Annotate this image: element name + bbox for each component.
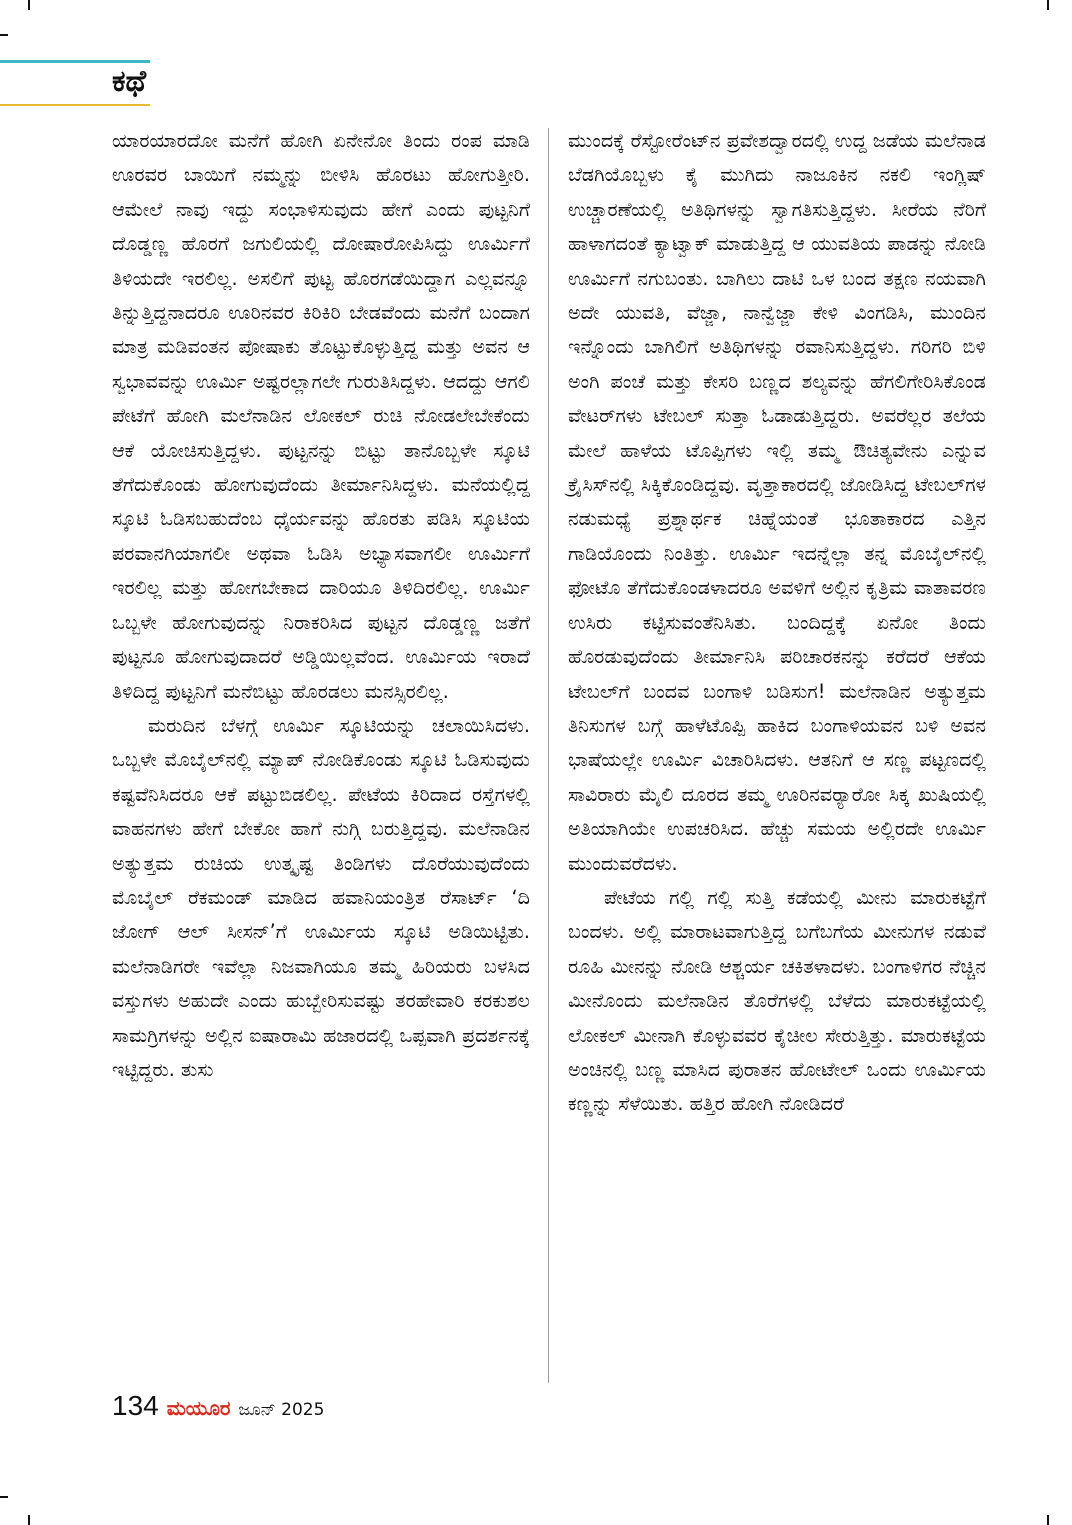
crop-mark-top-left — [28, 0, 30, 10]
section-title: ಕಥೆ — [112, 64, 147, 99]
column-divider — [548, 128, 549, 1383]
crop-mark-top-right — [1047, 0, 1049, 10]
paragraph: ಪೇಟೆಯ ಗಲ್ಲಿ ಗಲ್ಲಿ ಸುತ್ತಿ ಕಡೆಯಲ್ಲಿ ಮೀನು ಮಾರುಕಟ್ಟೆಗೆ ಬಂದಳು. ಅಲ್ಲಿ ಮಾರಾಟವಾಗುತ್ತಿದ್ದ ಬಗೆಬಗೆಯ ಮೀನುಗಳ ನಡುವೆ ರೂಹಿ ಮೀನನ್ನು ನೋಡಿ ಆಶ್ಚರ್ಯ ಚಕಿತಳಾದಳು. ಬಂಗಾಳಿಗರ ನೆಚ್ಚಿನ ಮೀನೊಂದು ಮಲೆನಾಡಿನ ತೊರೆಗಳಲ್ಲಿ ಬೆಳೆದು ಮಾರುಕಟ್ಟೆಯಲ್ಲಿ ಲೋಕಲ್ ಮೀನಾಗಿ ಕೊಳ್ಳುವವರ ಕೈಚೀಲ ಸೇರುತ್ತಿತ್ತು. ಮಾರುಕಟ್ಟೆಯ ಅಂಚಿನಲ್ಲಿ ಬಣ್ಣ ಮಾಸಿದ ಪುರಾತನ ಹೋಟೇಲ್ ಒಂದು ಊರ್ಮಿಯ ಕಣ್ಣನ್ನು ಸೆಳೆಯಿತು. ಹತ್ತಿರ ಹೋಗಿ ನೋಡಿದರೆ — [568, 885, 986, 1116]
article-column-left — [112, 124, 530, 1087]
page-footer — [112, 1390, 324, 1422]
crop-mark-bottom-right — [1047, 1515, 1049, 1525]
page-number: 134 — [112, 1390, 159, 1421]
magazine-logo: ಮಯೂರ — [166, 1396, 231, 1420]
crop-mark-bottom-left-h — [0, 1496, 8, 1498]
section-rule-top — [0, 60, 150, 63]
crop-mark-bottom-left — [28, 1515, 30, 1525]
paragraph: ಮುಂದಕ್ಕೆ ರೆಸ್ಟೋರೆಂಟ್‌ನ ಪ್ರವೇಶದ್ವಾರದಲ್ಲಿ ಉದ್ದ ಜಡೆಯ ಮಲೆನಾಡ ಬೆಡಗಿಯೊಬ್ಬಳು ಕೈ ಮುಗಿದು ನಾಜೂಕಿನ ನಕಲಿ ಇಂಗ್ಲಿಷ್ ಉಚ್ಚಾರಣೆಯಲ್ಲಿ ಅತಿಥಿಗಳನ್ನು ಸ್ವಾಗತಿಸುತ್ತಿದ್ದಳು. ಸೀರೆಯ ನೆರಿಗೆ ಹಾಳಾಗದಂತೆ ಕ್ಯಾಟ್ವಾಕ್ ಮಾಡುತ್ತಿದ್ದ ಆ ಯುವತಿಯ ಪಾಡನ್ನು ನೋಡಿ ಊರ್ಮಿಗೆ ನಗುಬಂತು. ಬಾಗಿಲು ದಾಟಿ ಒಳ ಬಂದ ತಕ್ಷಣ ನಯವಾಗಿ ಅದೇ ಯುವತಿ, ವೆಜ್ಜಾ, ನಾನ್ವೆಜ್ಜಾ ಕೇಳಿ ವಿಂಗಡಿಸಿ, ಮುಂದಿನ ಇನ್ನೊಂದು ಬಾಗಿಲಿಗೆ ಅತಿಥಿಗಳನ್ನು ರವಾನಿಸುತ್ತಿದ್ದಳು. ಗರಿಗರಿ ಬಿಳಿ ಅಂಗಿ ಪಂಚೆ ಮತ್ತು ಕೇಸರಿ ಬಣ್ಣದ ಶಲ್ಯವನ್ನು ಹೆಗಲಿಗೇರಿಸಿಕೊಂಡ ವೇಟರ್‌ಗಳು ಟೇಬಲ್ ಸುತ್ತಾ ಓಡಾಡುತ್ತಿದ್ದರು. ಅವರೆಲ್ಲರ ತಲೆಯ ಮೇಲೆ ಹಾಳೆಯ ಟೊಪ್ಪಿಗಳು ಇಲ್ಲಿ ತಮ್ಮ ಔಚಿತ್ಯವೇನು ಎನ್ನುವ ಕ್ರೈಸಿಸ್‌ನಲ್ಲಿ ಸಿಕ್ಕಿಕೊಂಡಿದ್ದವು. ವೃತ್ತಾಕಾರದಲ್ಲಿ ಜೋಡಿಸಿದ್ದ ಟೇಬಲ್‌ಗಳ ನಡುಮಧ್ಯೆ ಪ್ರಶ್ನಾರ್ಥಕ ಚಿಹ್ನೆಯಂತೆ ಭೂತಾಕಾರದ ಎತ್ತಿನ ಗಾಡಿಯೊಂದು ನಿಂತಿತ್ತು. ಊರ್ಮಿ ಇದನ್ನೆಲ್ಲಾ ತನ್ನ ಮೊಬೈಲ್‌ನಲ್ಲಿ ಫೋಟೊ ತೆಗೆದುಕೊಂಡಳಾದರೂ ಅವಳಿಗೆ ಅಲ್ಲಿನ ಕೃತ್ರಿಮ ವಾತಾವರಣ ಉಸಿರು ಕಟ್ಟಿಸುವಂತೆನಿಸಿತು. ಬಂದಿದ್ದಕ್ಕೆ ಏನೋ ತಿಂದು ಹೊರಡುವುದೆಂದು ತೀರ್ಮಾನಿಸಿ ಪರಿಚಾರಕನನ್ನು ಕರೆದರೆ ಆಕೆಯ ಟೇಬಲ್‌ಗೆ ಬಂದವ ಬಂಗಾಳಿ ಬಡಿಸುಗ! ಮಲೆನಾಡಿನ ಅತ್ಯುತ್ತಮ ತಿನಿಸುಗಳ ಬಗ್ಗೆ ಹಾಳೆಟೊಪ್ಪಿ ಹಾಕಿದ ಬಂಗಾಳಿಯವನ ಬಳಿ ಅವನ ಭಾಷೆಯಲ್ಲೇ ಊರ್ಮಿ ವಿಚಾರಿಸಿದಳು. ಆತನಿಗೆ ಆ ಸಣ್ಣ ಪಟ್ಟಣದಲ್ಲಿ ಸಾವಿರಾರು ಮೈಲಿ ದೂರದ ತಮ್ಮ ಊರಿನವರ್‍ಯಾರೋ ಸಿಕ್ಕ ಖುಷಿಯಲ್ಲಿ ಅತಿಯಾಗಿಯೇ ಉಪಚರಿಸಿದ. ಹೆಚ್ಚು ಸಮಯ ಅಲ್ಲಿರದೇ ಊರ್ಮಿ ಮುಂದುವರೆದಳು. — [568, 129, 986, 875]
article-column-right — [568, 124, 986, 1122]
paragraph: ಯಾರಯಾರದೋ ಮನೆಗೆ ಹೋಗಿ ಏನೇನೋ ತಿಂದು ರಂಪ ಮಾಡಿ ಊರವರ ಬಾಯಿಗೆ ನಮ್ಮನ್ನು ಬೀಳಿಸಿ ಹೊರಟು ಹೋಗುತ್ತೀರಿ. ಆಮೇಲೆ ನಾವು ಇದ್ದು ಸಂಭಾಳಿಸುವುದು ಹೇಗೆ ಎಂದು ಪುಟ್ಟನಿಗೆ ದೊಡ್ಡಣ್ಣ ಹೊರಗೆ ಜಗುಲಿಯಲ್ಲಿ ದೋಷಾರೋಪಿಸಿದ್ದು ಊರ್ಮಿಗೆ ತಿಳಿಯದೇ ಇರಲಿಲ್ಲ. ಅಸಲಿಗೆ ಪುಟ್ಟ ಹೊರಗಡೆಯಿದ್ದಾಗ ಎಲ್ಲವನ್ನೂ ತಿನ್ನುತ್ತಿದ್ದನಾದರೂ ಊರಿನವರ ಕಿರಿಕಿರಿ ಬೇಡವೆಂದು ಮನೆಗೆ ಬಂದಾಗ ಮಾತ್ರ ಮಡಿವಂತನ ಪೋಷಾಕು ತೊಟ್ಟುಕೊಳ್ಳುತ್ತಿದ್ದ ಮತ್ತು ಅವನ ಆ ಸ್ವಭಾವವನ್ನು ಊರ್ಮಿ ಅಷ್ಟರಲ್ಲಾಗಲೇ ಗುರುತಿಸಿದ್ದಳು. ಆದದ್ದು ಆಗಲಿ ಪೇಟೆಗೆ ಹೋಗಿ ಮಲೆನಾಡಿನ ಲೋಕಲ್ ರುಚಿ ನೋಡಲೇಬೇಕೆಂದು ಆಕೆ ಯೋಚಿಸುತ್ತಿದ್ದಳು. ಪುಟ್ಟನನ್ನು ಬಿಟ್ಟು ತಾನೊಬ್ಬಳೇ ಸ್ಕೂಟಿ ತೆಗೆದುಕೊಂಡು ಹೋಗುವುದೆಂದು ತೀರ್ಮಾನಿಸಿದ್ದಳು. ಮನೆಯಲ್ಲಿದ್ದ ಸ್ಕೂಟಿ ಓಡಿಸಬಹುದೆಂಬ ಧೈರ್ಯವನ್ನು ಹೊರತು ಪಡಿಸಿ ಸ್ಕೂಟಿಯ ಪರವಾನಗಿಯಾಗಲೀ ಅಥವಾ ಓಡಿಸಿ ಅಭ್ಯಾಸವಾಗಲೀ ಊರ್ಮಿಗೆ ಇರಲಿಲ್ಲ ಮತ್ತು ಹೋಗಬೇಕಾದ ದಾರಿಯೂ ತಿಳಿದಿರಲಿಲ್ಲ. ಊರ್ಮಿ ಒಬ್ಬಳೇ ಹೋಗುವುದನ್ನು ನಿರಾಕರಿಸಿದ ಪುಟ್ಟನ ದೊಡ್ಡಣ್ಣ ಜತೆಗೆ ಪುಟ್ಟನೂ ಹೋಗುವುದಾದರೆ ಅಡ್ಡಿಯಿಲ್ಲವೆಂದ. ಊರ್ಮಿಯ ಇರಾದೆ ತಿಳಿದಿದ್ದ ಪುಟ್ಟನಿಗೆ ಮನೆಬಿಟ್ಟು ಹೊರಡಲು ಮನಸ್ಸಿರಲಿಲ್ಲ. — [112, 129, 530, 703]
crop-mark-top-left-h — [0, 34, 8, 36]
issue-date: ಜೂನ್ 2025 — [238, 1400, 325, 1420]
section-rule-bottom — [0, 104, 150, 106]
paragraph: ಮರುದಿನ ಬೆಳಗ್ಗೆ ಊರ್ಮಿ ಸ್ಕೂಟಿಯನ್ನು ಚಲಾಯಿಸಿದಳು. ಒಬ್ಬಳೇ ಮೊಬೈಲ್‌ನಲ್ಲಿ ಮ್ಯಾಪ್ ನೋಡಿಕೊಂಡು ಸ್ಕೂಟಿ ಓಡಿಸುವುದು ಕಷ್ಟವೆನಿಸಿದರೂ ಆಕೆ ಪಟ್ಟುಬಿಡಲಿಲ್ಲ. ಪೇಟೆಯ ಕಿರಿದಾದ ರಸ್ತೆಗಳಲ್ಲಿ ವಾಹನಗಳು ಹೇಗೆ ಬೇಕೋ ಹಾಗೆ ನುಗ್ಗಿ ಬರುತ್ತಿದ್ದವು. ಮಲೆನಾಡಿನ ಅತ್ಯುತ್ತಮ ರುಚಿಯ ಉತ್ಕೃಷ್ಟ ತಿಂಡಿಗಳು ದೊರೆಯುವುದೆಂದು ಮೊಬೈಲ್ ರೆಕಮಂಡ್ ಮಾಡಿದ ಹವಾನಿಯಂತ್ರಿತ ರೆಸಾರ್ಟ್ ‘ದಿ ಜೋಗ್ ಆಲ್ ಸೀಸನ್’ಗೆ ಊರ್ಮಿಯ ಸ್ಕೂಟಿ ಅಡಿಯಿಟ್ಟಿತು. ಮಲೆನಾಡಿಗರೇ ಇವೆಲ್ಲಾ ನಿಜವಾಗಿಯೂ ತಮ್ಮ ಹಿರಿಯರು ಬಳಸಿದ ವಸ್ತುಗಳು ಅಹುದೇ ಎಂದು ಹುಬ್ಬೇರಿಸುವಷ್ಟು ತರಹೇವಾರಿ ಕರಕುಶಲ ಸಾಮಗ್ರಿಗಳನ್ನು ಅಲ್ಲಿನ ಐಷಾರಾಮಿ ಹಜಾರದಲ್ಲಿ ಒಪ್ಪವಾಗಿ ಪ್ರದರ್ಶನಕ್ಕೆ ಇಟ್ಟಿದ್ದರು. ತುಸು — [112, 713, 530, 1081]
